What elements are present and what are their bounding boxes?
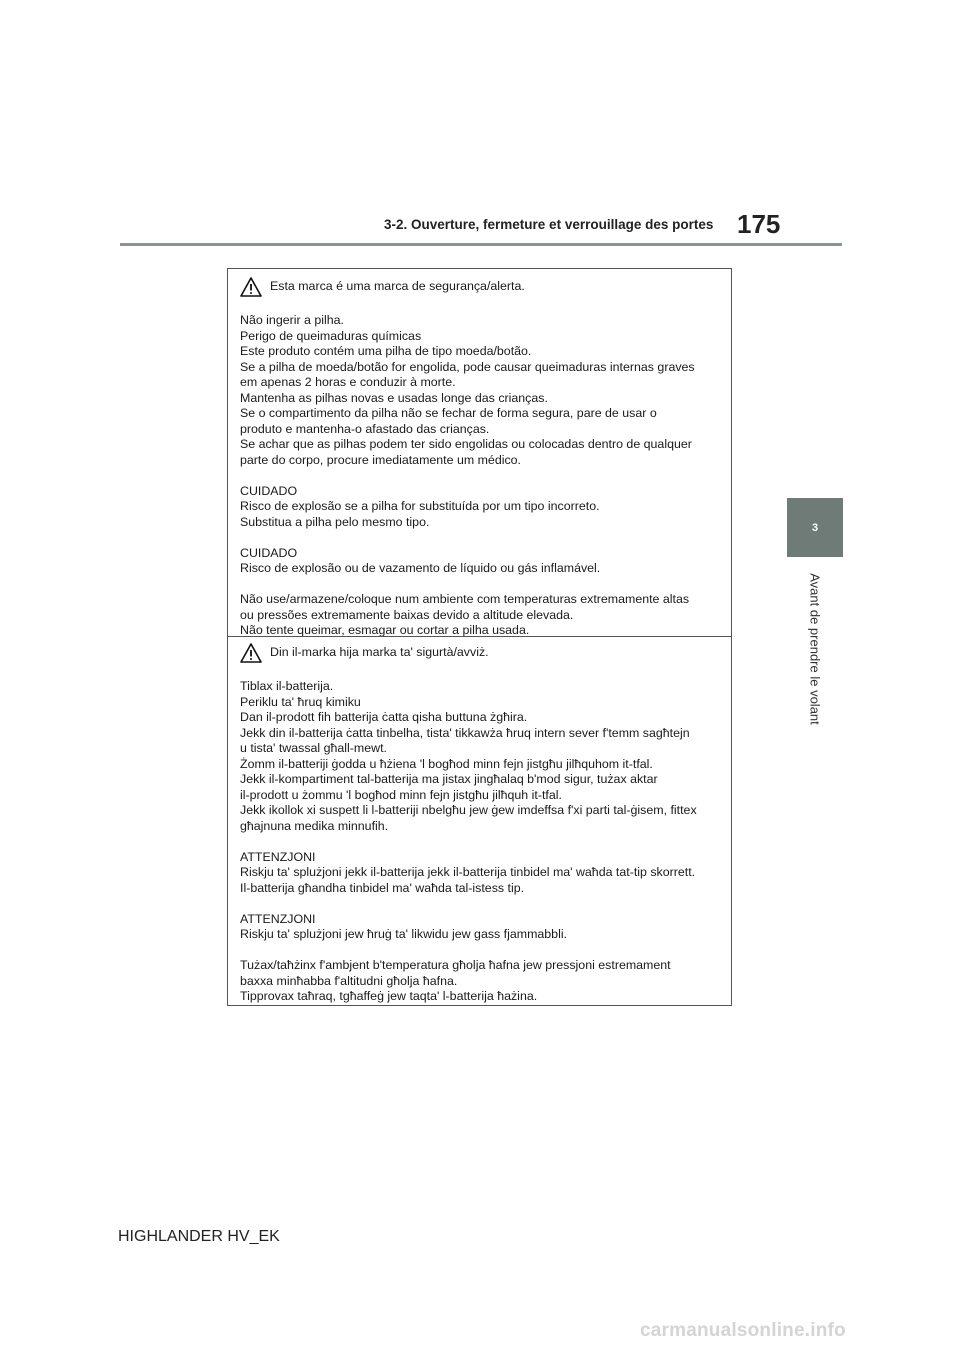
warning-paragraph [240, 313, 723, 468]
warning-line: Se a pilha de moeda/botão for engolida, pode causar queimaduras internas graves [240, 359, 695, 374]
warning-section-portuguese [240, 277, 723, 654]
warning-line: Mantenha as pilhas novas e usadas longe das crianças. [240, 390, 548, 405]
warning-line: parte do corpo, procure imediatamente um médico. [240, 452, 521, 467]
warning-line: Riskju ta' splużjoni jekk il-batterija jekk il-batterija tinbidel ma' waħda tat-tip skorrett. [240, 865, 696, 879]
watermark: carmanualsonline.info [640, 1320, 846, 1341]
warning-paragraph [240, 850, 723, 897]
warning-line: Riskju ta' splużjoni jew ħruġ ta' likwidu jew gass fjammabbli. [240, 927, 568, 941]
warning-line: CUIDADO [240, 545, 298, 560]
warning-line: u tista' twassal għall-mewt. [240, 741, 387, 755]
warning-line: il-prodott u żommu 'l bogħod minn fejn jistgħu jilħquh it-tfal. [240, 787, 562, 802]
warning-line: Se achar que as pilhas podem ter sido engolidas ou colocadas dentro de qualquer [240, 437, 692, 451]
warning-line: ATTENZJONI [240, 911, 316, 926]
warning-line: Risco de explosão se a pilha for substituída por um tipo incorreto. [240, 499, 600, 513]
warning-line: Tipprovax taħraq, tgħaffeġ jew taqta' l-batterija ħażina. [240, 989, 538, 1003]
model-footer: HIGHLANDER HV_EK [118, 1228, 280, 1245]
warning-line: Dan il-prodott fih batterija ċatta qisha buttuna żgħira. [240, 710, 528, 724]
warning-paragraph [240, 546, 723, 577]
warning-line: Periklu ta' ħruq kimiku [240, 694, 361, 709]
warning-paragraph [240, 592, 723, 639]
warning-heading-row [240, 643, 723, 663]
warning-line: Risco de explosão ou de vazamento de líquido ou gás inflamável. [240, 561, 601, 575]
warning-line: Żomm il-batteriji ġodda u ħżiena 'l bogħod minn fejn jistgħu jilħquhom it-tfal. [240, 756, 653, 771]
warning-heading: Esta marca é uma marca de segurança/alerta. [270, 279, 525, 294]
warning-line: produto e mantenha-o afastado das crianças. [240, 421, 490, 436]
warning-paragraph [240, 958, 723, 1005]
warning-line: CUIDADO [240, 483, 298, 498]
warning-line: Tiblax il-batterija. [240, 679, 334, 693]
warning-line: Il-batterija għandha tinbidel ma' waħda tal-istess tip. [240, 880, 525, 895]
warning-line: Este produto contém uma pilha de tipo moeda/botão. [240, 344, 532, 358]
warning-section-maltese [240, 643, 723, 1020]
warning-line: għajnuna medika minnufih. [240, 818, 389, 833]
warning-paragraph [240, 912, 723, 943]
warning-triangle-icon [240, 643, 262, 663]
warning-line: Não use/armazene/coloque num ambiente com temperaturas extremamente altas [240, 592, 690, 606]
warning-paragraph [240, 679, 723, 834]
warning-line: Não tente queimar, esmagar ou cortar a pilha usada. [240, 623, 530, 637]
warning-line: Tużax/taħżinx f'ambjent b'temperatura għolja ħafna jew pressjoni estremament [240, 958, 671, 972]
chapter-number: 3 [811, 521, 819, 534]
section-divider [228, 636, 731, 637]
page-number: 175 [737, 209, 781, 239]
warning-line: baxxa minħabba f'altitudni għolja ħafna. [240, 973, 458, 988]
chapter-title: Avant de prendre le volant [807, 573, 823, 725]
warning-line: Substitua a pilha pelo mesmo tipo. [240, 514, 430, 529]
warning-line: Jekk il-kompartiment tal-batterija ma jistax jingħalaq b'mod sigur, tużax aktar [240, 772, 658, 786]
header-rule [120, 243, 842, 246]
battery-warning-box [227, 268, 732, 1006]
warning-line: em apenas 2 horas e conduzir à morte. [240, 375, 456, 389]
warning-line: Perigo de queimaduras químicas [240, 328, 422, 343]
warning-triangle-icon [240, 277, 262, 297]
warning-line: ou pressões extremamente baixas devido a altitude elevada. [240, 607, 574, 622]
warning-line: Jekk ikollok xi suspett li l-batteriji nbelgħu jew ġew imdeffsa f'xi parti tal-ġisem, fittex [240, 803, 697, 817]
section-title: 3-2. Ouverture, fermeture et verrouillage des portes [384, 217, 714, 232]
chapter-tab [787, 498, 843, 557]
warning-paragraph [240, 484, 723, 531]
warning-line: ATTENZJONI [240, 849, 316, 864]
warning-line: Se o compartimento da pilha não se fechar de forma segura, pare de usar o [240, 406, 657, 420]
warning-heading-row [240, 277, 723, 297]
warning-heading: Din il-marka hija marka ta' sigurtà/avviż. [270, 645, 489, 660]
warning-line: Jekk din il-batterija ċatta tinbelha, tista' tikkawża ħruq intern sever f'temm sagħtejn [240, 725, 690, 740]
warning-line: Não ingerir a pilha. [240, 313, 345, 327]
